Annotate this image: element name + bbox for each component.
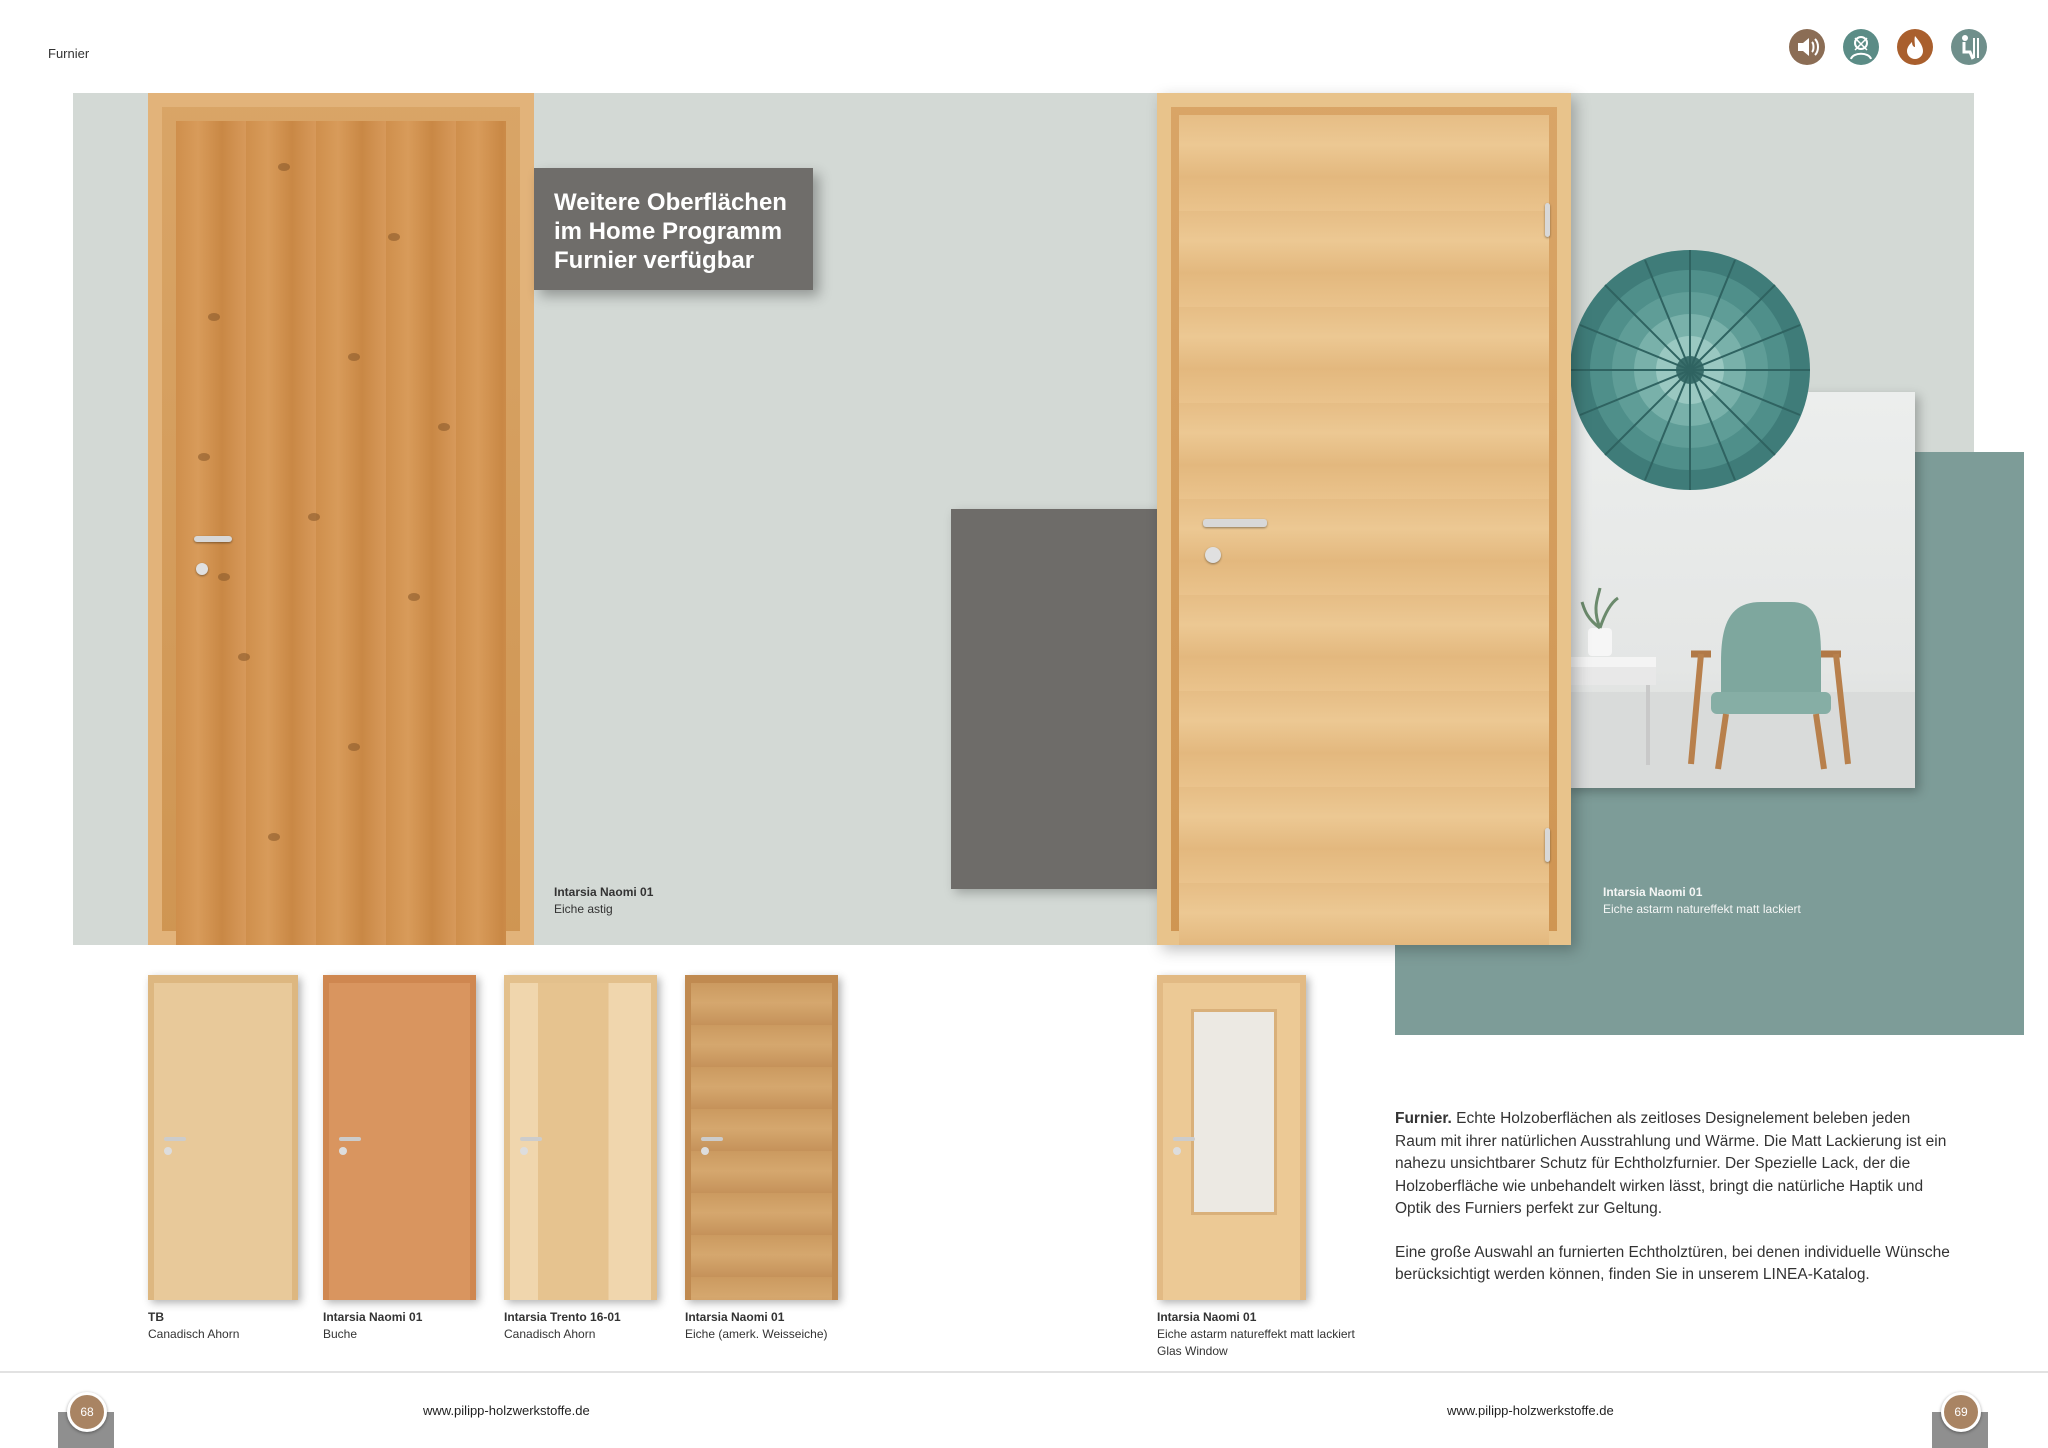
caption-model: Intarsia Naomi 01: [323, 1310, 423, 1324]
caption-model: Intarsia Naomi 01: [554, 885, 654, 899]
page-number-right: 69: [1941, 1392, 1981, 1432]
hero-right-caption: [1603, 884, 1801, 918]
caption-finish: Canadisch Ahorn: [504, 1327, 596, 1341]
accessibility-icon: [1950, 28, 1988, 66]
hero-door-left: [148, 93, 534, 945]
door-thumbnail: [1157, 975, 1306, 1300]
footer-divider: [0, 1371, 2048, 1373]
flame-icon: [1896, 28, 1934, 66]
door-thumbnail: [685, 975, 838, 1300]
thumb-caption: [1157, 1309, 1355, 1360]
thumb-caption: [504, 1309, 621, 1343]
hero-left-caption: [554, 884, 653, 918]
footer-url-left[interactable]: www.pilipp-holzwerkstoffe.de: [423, 1403, 590, 1418]
body-p2: Eine große Auswahl an furnierten Echtholztüren, bei denen individuelle Wünsche berücksichtigt werden können, finden Sie in unserem LINEA-Katalog.: [1395, 1243, 1950, 1283]
caption-finish: Eiche (amerk. Weisseiche): [685, 1327, 828, 1341]
caption-finish: Canadisch Ahorn: [148, 1327, 240, 1341]
caption-model: Intarsia Trento 16-01: [504, 1310, 621, 1324]
section-title: Furnier: [48, 46, 90, 61]
feature-icons: [1788, 28, 1988, 66]
thumb-caption: [323, 1309, 422, 1343]
caption-model: TB: [148, 1310, 164, 1324]
body-lead: Furnier.: [1395, 1110, 1452, 1127]
grey-color-block: [951, 509, 1157, 889]
caption-finish: Eiche astig: [554, 902, 613, 916]
page-number-left: 68: [67, 1392, 107, 1432]
promo-box: Weitere Oberflächen im Home Programm Furnier verfügbar: [534, 168, 813, 290]
door-thumbnail: [148, 975, 298, 1300]
footer-url-right[interactable]: www.pilipp-holzwerkstoffe.de: [1447, 1403, 1614, 1418]
body-text: [1395, 1108, 1950, 1308]
caption-model: Intarsia Naomi 01: [1603, 885, 1703, 899]
thumb-caption: [685, 1309, 828, 1343]
thumb-caption: [148, 1309, 239, 1343]
door-thumbnail: [504, 975, 657, 1300]
caption-finish: Eiche astarm natureffekt matt lackiert: [1603, 902, 1801, 916]
flower-image: [1548, 228, 1832, 512]
caption-model: Intarsia Naomi 01: [1157, 1310, 1257, 1324]
body-paragraph: [1395, 1108, 1950, 1221]
hero-door-right: [1157, 93, 1571, 945]
caption-model: Intarsia Naomi 01: [685, 1310, 785, 1324]
caption-finish: Buche: [323, 1327, 358, 1341]
caption-extra: Glas Window: [1157, 1344, 1228, 1358]
speaker-icon: [1788, 28, 1826, 66]
door-thumbnail: [323, 975, 476, 1300]
person-icon: [1842, 28, 1880, 66]
caption-finish: Eiche astarm natureffekt matt lackiert: [1157, 1327, 1355, 1341]
body-p1: Echte Holzoberflächen als zeitloses Designelement beleben jeden Raum mit ihrer natürlichen Ausstrahlung und Wärme. Die Matt Lackierung ist ein nahezu unsichtbarer Schutz für Echtholzfurnier. Der Spezielle Lack, der die Holzoberfläche wie unbehandelt wirken lässt, bringt die natürliche Haptik und Optik des Furniers perfekt zur Geltung.: [1395, 1110, 1947, 1217]
